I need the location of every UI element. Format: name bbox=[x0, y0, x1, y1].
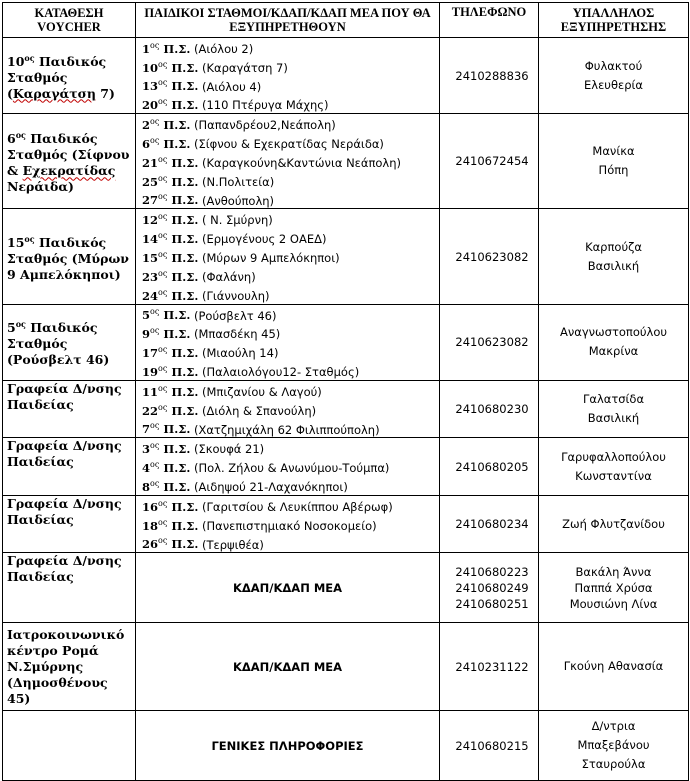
employee-line: Μουσιώνη Λίνα bbox=[569, 596, 658, 611]
employee-line: Κωνσταντίνα bbox=[575, 468, 652, 483]
deposit-location: Ιατροκοινωνικό κέντρο Ρομά Ν.Σμύρνης (Δημοσθένους 45) bbox=[3, 623, 136, 711]
table-row bbox=[3, 495, 689, 552]
stations-cell bbox=[136, 304, 440, 380]
employee-line: Σταυρούλα bbox=[581, 757, 646, 772]
station-entry: $23^{o\varsigma}$ Π.Σ. (Φαλάνη) bbox=[142, 268, 256, 284]
employee-cell bbox=[539, 380, 689, 437]
deposit-location bbox=[3, 38, 136, 114]
station-entry: $20^{o\varsigma}$ Π.Σ. (110 Πτέρυγα Μάχης) bbox=[142, 97, 329, 113]
station-entry: $7^{o\varsigma}$ Π.Σ. (Χατζημιχάλη 62 Φιλιππούπολη) bbox=[142, 421, 380, 437]
stations-cell bbox=[136, 380, 440, 437]
employee-line: Πόπη bbox=[598, 163, 629, 178]
place-line: $5^{o\varsigma}$ Παιδικός Σταθμός (Ρούσβελτ 46) bbox=[7, 319, 110, 368]
phone-cell bbox=[440, 553, 539, 623]
stations-cell bbox=[136, 38, 440, 114]
place-line: $6^{o\varsigma}$ Παιδικός Σταθμός (Σίφνου & Εχεκρατίδας Νεράιδα) bbox=[7, 130, 130, 195]
employee-line: Μακρίνα bbox=[588, 344, 639, 359]
employee-line: Αναγνωστοπούλου bbox=[559, 325, 668, 340]
phone-cell: 2410680215 bbox=[440, 711, 539, 781]
header-phone: ΤΗΛΕΦΩΝΟ bbox=[440, 3, 539, 38]
table-row bbox=[3, 304, 689, 380]
employee-line: Γαρυφαλλοπούλου bbox=[561, 449, 666, 464]
station-entry: $5^{o\varsigma}$ Π.Σ. (Ρούσβελτ 46) bbox=[142, 307, 277, 323]
phone-cell: 2410623082 bbox=[440, 304, 539, 380]
deposit-location bbox=[3, 209, 136, 304]
station-entry: $9^{o\varsigma}$ Π.Σ. (Μπασδέκη 45) bbox=[142, 326, 281, 342]
phone-cell: 2410288836 bbox=[440, 38, 539, 114]
employee-cell bbox=[539, 553, 689, 623]
station-entry: $21^{o\varsigma}$ Π.Σ. (Καραγκούνη&Καντώνια Νεάπολη) bbox=[142, 154, 402, 170]
employee-line: Καρπούζα bbox=[585, 239, 642, 254]
header-stations: ΠΑΙΔΙΚΟΙ ΣΤΑΘΜΟΙ/ΚΔΑΠ/ΚΔΑΠ ΜΕΑ ΠΟΥ ΘΑ ΕΞΥΠΗΡΕΤΗΘΟΥΝ bbox=[136, 3, 440, 38]
header-deposit: ΚΑΤΑΘΕΣΗ VOYCHER bbox=[3, 3, 136, 38]
phone-cell: 2410680234 bbox=[440, 495, 539, 552]
employee-cell bbox=[539, 438, 689, 495]
station-entry: $26^{o\varsigma}$ Π.Σ. (Τερψιθέα) bbox=[142, 536, 264, 552]
deposit-location: Γραφεία Δ/νσης Παιδείας bbox=[3, 553, 136, 623]
employee-line: Βασιλική bbox=[587, 258, 640, 273]
employee-line: Βακάλη Άννα bbox=[575, 564, 652, 579]
station-entry: $13^{o\varsigma}$ Π.Σ. (Αιόλου 4) bbox=[142, 78, 262, 94]
phone-cell: 2410680230 bbox=[440, 380, 539, 437]
station-entry: $25^{o\varsigma}$ Π.Σ. (Ν.Πολιτεία) bbox=[142, 173, 275, 189]
table-row bbox=[3, 38, 689, 114]
stations-cell bbox=[136, 438, 440, 495]
header-employee: ΥΠΑΛΛΗΛΟΣ ΕΞΥΠΗΡΕΤΗΣΗΣ bbox=[539, 3, 689, 38]
employee-line: Φυλακτού bbox=[584, 58, 643, 73]
employee-line: Μανίκα bbox=[592, 144, 635, 159]
general-info-label: ΓΕΝΙΚΕΣ ΠΛΗΡΟΦΟΡΙΕΣ bbox=[136, 711, 440, 781]
employee-line: Γαλατσίδα bbox=[582, 392, 645, 407]
employee-cell bbox=[539, 304, 689, 380]
station-entry: $18^{o\varsigma}$ Π.Σ. (Πανεπιστημιακό Νοσοκομείο) bbox=[142, 517, 377, 533]
table-row bbox=[3, 438, 689, 495]
station-entry: $4^{o\varsigma}$ Π.Σ. (Πολ. Ζήλου & Ανωνύμου-Τούμπα) bbox=[142, 460, 390, 476]
voucher-table bbox=[2, 2, 689, 781]
employee-line: Μπαξεβάνου bbox=[577, 738, 650, 753]
phone-cell: 2410231122 bbox=[440, 623, 539, 711]
header-row bbox=[3, 3, 689, 38]
employee-cell: Ζωή Φλυτζανίδου bbox=[539, 495, 689, 552]
phone-cell: 2410672454 bbox=[440, 114, 539, 209]
employee-line: Παππά Χρύσα bbox=[574, 580, 653, 595]
station-entry: $11^{o\varsigma}$ Π.Σ. (Μπιζανίου & Λαγού) bbox=[142, 383, 322, 399]
station-entry: $19^{o\varsigma}$ Π.Σ. (Παλαιολόγου12- Σταθμός) bbox=[142, 364, 360, 379]
deposit-location: Γραφεία Δ/νσης Παιδείας bbox=[3, 380, 136, 437]
employee-line: Ελευθερία bbox=[584, 77, 643, 92]
deposit-location bbox=[3, 304, 136, 380]
station-entry: $17^{o\varsigma}$ Π.Σ. (Μιαούλη 14) bbox=[142, 345, 279, 361]
employee-line: Βασιλική bbox=[587, 411, 640, 426]
table-row bbox=[3, 553, 689, 623]
station-entry: $6^{o\varsigma}$ Π.Σ. (Σίφνου & Εχεκρατίδας Νεράιδα) bbox=[142, 136, 384, 151]
station-entry: $15^{o\varsigma}$ Π.Σ. (Μύρων 9 Αμπελόκηποι) bbox=[142, 250, 340, 265]
deposit-location: Γραφεία Δ/νσης Παιδείας bbox=[3, 438, 136, 495]
stations-cell bbox=[136, 114, 440, 209]
table-row bbox=[3, 380, 689, 437]
station-entry: $27^{o\varsigma}$ Π.Σ. (Ανθούπολη) bbox=[142, 192, 275, 208]
station-entry: $10^{o\varsigma}$ Π.Σ. (Καραγάτση 7) bbox=[142, 59, 288, 75]
place-line: $10^{o\varsigma}$ Παιδικός Σταθμός (Καραγάτση 7) bbox=[7, 52, 115, 101]
kdap-label: ΚΔΑΠ/ΚΔΑΠ ΜΕΑ bbox=[136, 623, 440, 711]
deposit-location bbox=[3, 711, 136, 781]
employee-cell bbox=[539, 38, 689, 114]
station-entry: $8^{o\varsigma}$ Π.Σ. (Αιδηψού 21-Λαχανόκηποι) bbox=[142, 479, 348, 494]
employee-cell: Γκούνη Αθανασία bbox=[539, 623, 689, 711]
table-row bbox=[3, 623, 689, 711]
place-line: $15^{o\varsigma}$ Παιδικός Σταθμός (Μύρων 9 Αμπελόκηποι) bbox=[7, 233, 129, 282]
deposit-location: Γραφεία Δ/νσης Παιδείας bbox=[3, 495, 136, 552]
station-entry: $3^{o\varsigma}$ Π.Σ. (Σκουφά 21) bbox=[142, 441, 265, 457]
phone-cell: 2410623082 bbox=[440, 209, 539, 304]
phone-cell: 2410680205 bbox=[440, 438, 539, 495]
station-entry: $22^{o\varsigma}$ Π.Σ. (Διόλη & Σπανούλη) bbox=[142, 402, 317, 418]
station-entry: $2^{o\varsigma}$ Π.Σ. (Παπανδρέου2,Νεάπολη) bbox=[142, 117, 336, 133]
phone-line: 2410680249 bbox=[455, 580, 529, 595]
station-entry: $24^{o\varsigma}$ Π.Σ. (Γιάννουλη) bbox=[142, 287, 270, 303]
table-row bbox=[3, 114, 689, 209]
deposit-location bbox=[3, 114, 136, 209]
table-row bbox=[3, 209, 689, 304]
table-row bbox=[3, 711, 689, 781]
employee-cell bbox=[539, 114, 689, 209]
station-entry: $12^{o\varsigma}$ Π.Σ. ( Ν. Σμύρνη) bbox=[142, 212, 273, 228]
station-entry: $16^{o\varsigma}$ Π.Σ. (Γαριτσίου & Λευκίππου Αβέρωφ) bbox=[142, 498, 393, 514]
phone-line: 2410680251 bbox=[455, 596, 529, 611]
station-entry: $1^{o\varsigma}$ Π.Σ. (Αιόλου 2) bbox=[142, 41, 254, 56]
employee-cell bbox=[539, 711, 689, 781]
employee-line: Δ/ντρια bbox=[591, 719, 636, 734]
station-entry: $14^{o\varsigma}$ Π.Σ. (Ερμογένους 2 ΟΑΕΔ) bbox=[142, 231, 327, 247]
employee-cell bbox=[539, 209, 689, 304]
stations-cell bbox=[136, 209, 440, 304]
kdap-label: ΚΔΑΠ/ΚΔΑΠ ΜΕΑ bbox=[136, 553, 440, 623]
phone-line: 2410680223 bbox=[455, 564, 529, 579]
stations-cell bbox=[136, 495, 440, 552]
